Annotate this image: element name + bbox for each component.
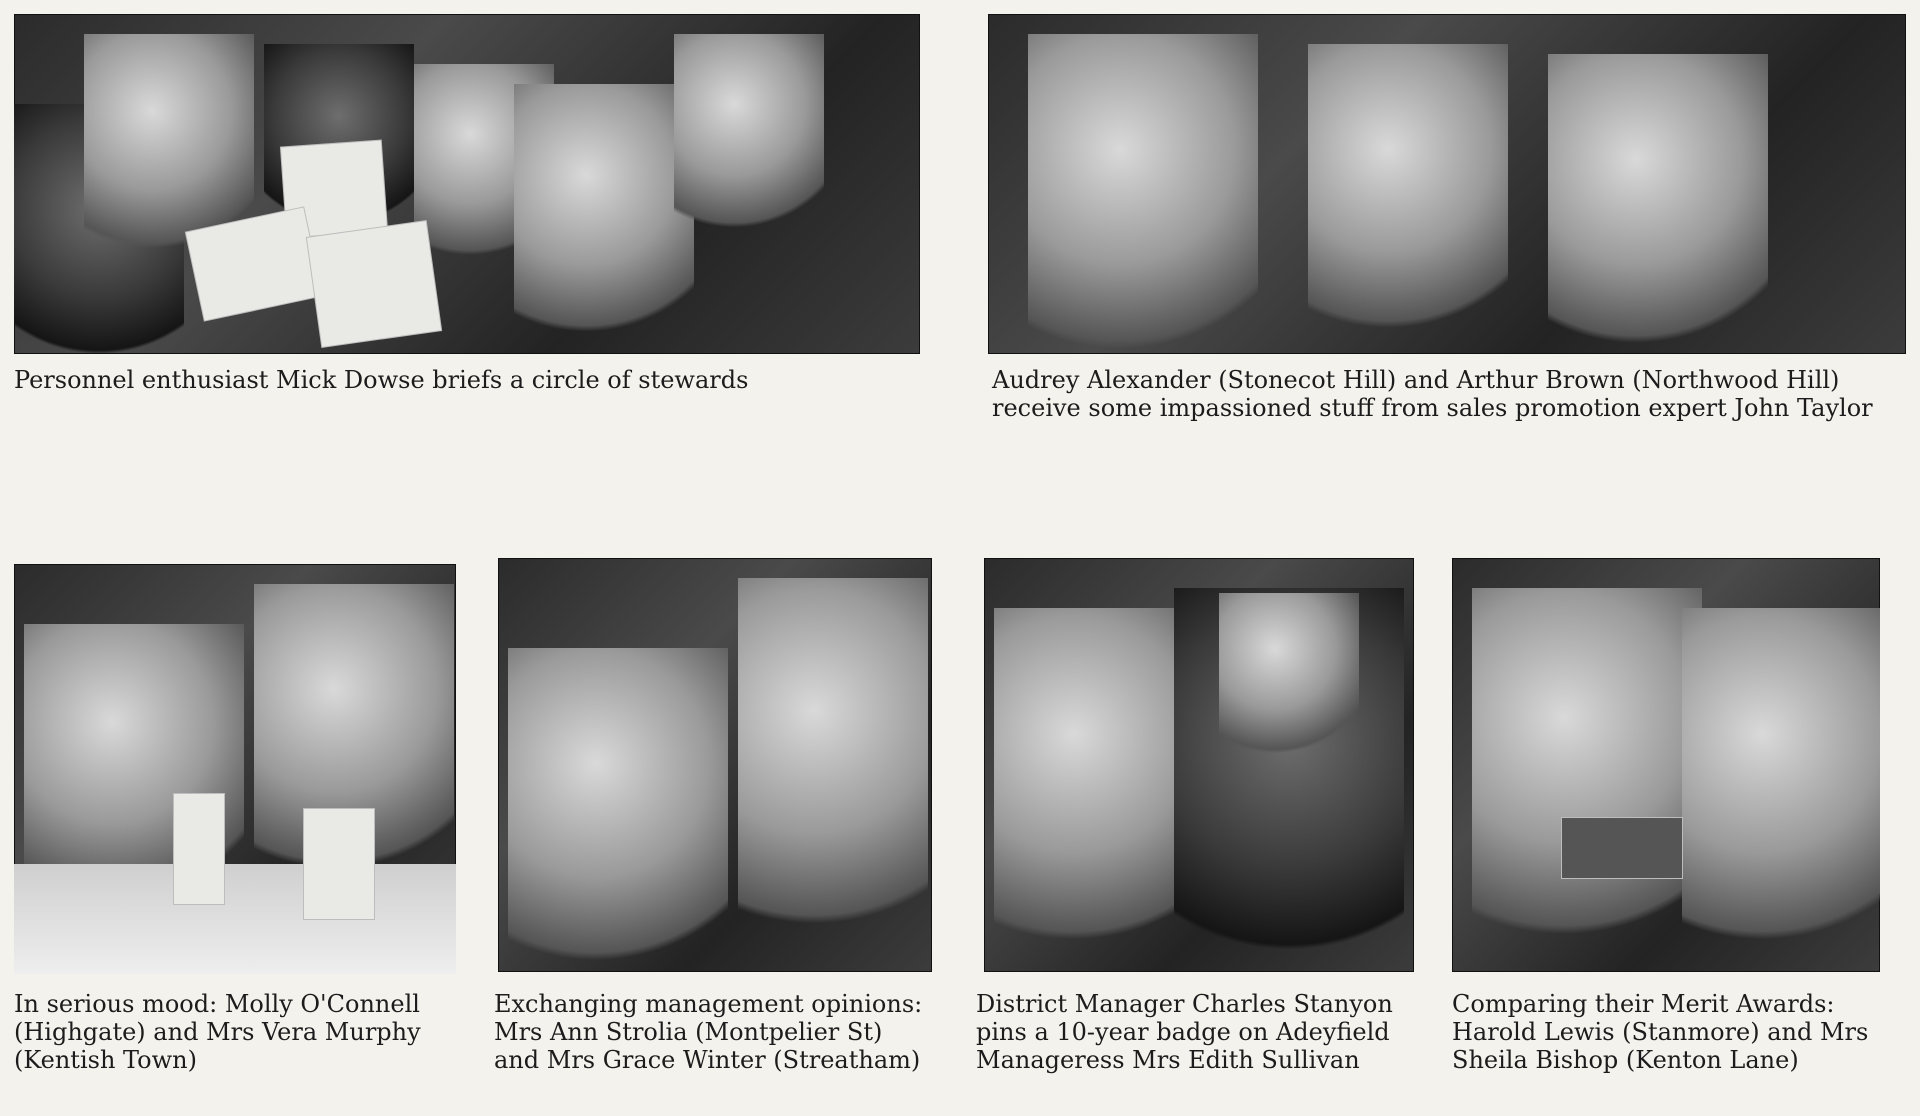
photo-figure bbox=[1548, 54, 1768, 354]
photo-badge-presentation bbox=[984, 558, 1414, 972]
photo-award-box bbox=[1562, 818, 1682, 878]
photo-merit-awards bbox=[1452, 558, 1880, 972]
photo-figure bbox=[514, 84, 694, 344]
photo-paper bbox=[307, 221, 441, 347]
photo-molly-and-vera bbox=[14, 564, 456, 974]
photo-figure bbox=[84, 34, 254, 254]
caption-photo-2-block bbox=[992, 366, 1910, 422]
caption-photo-5: District Manager Charles Stanyon pins a 10-year badge on Adeyfield Manageress Mrs Edith Sullivan bbox=[976, 990, 1393, 1074]
caption-photo-6: Comparing their Merit Awards: Harold Lewis (Stanmore) and Mrs Sheila Bishop (Kenton Lane) bbox=[1452, 990, 1869, 1074]
photo-ann-and-grace bbox=[498, 558, 932, 972]
photo-table bbox=[14, 864, 456, 974]
caption-photo-4: Exchanging management opinions: Mrs Ann Strolia (Montpelier St) and Mrs Grace Winter (Streatham) bbox=[494, 990, 923, 1074]
photo-stewards-briefing bbox=[14, 14, 920, 354]
photo-figure bbox=[508, 648, 728, 972]
photo-figure bbox=[674, 34, 824, 234]
photo-figure bbox=[738, 578, 928, 958]
photo-figure bbox=[1219, 593, 1359, 753]
caption-photo-1: Personnel enthusiast Mick Dowse briefs a circle of stewards bbox=[14, 366, 749, 394]
photo-figure bbox=[1682, 608, 1880, 968]
caption-photo-3: In serious mood: Molly O'Connell (Highgate) and Mrs Vera Murphy (Kentish Town) bbox=[14, 990, 421, 1074]
photo-sales-promotion-conversation bbox=[988, 14, 1906, 354]
photo-figure bbox=[1028, 34, 1258, 354]
photo-figure bbox=[1308, 44, 1508, 344]
caption-photo-2-text: Audrey Alexander (Stonecot Hill) and Arthur Brown (Northwood Hill) receive some impassioned stuff from sales promotion expert John Taylor bbox=[992, 366, 1873, 422]
photo-figure bbox=[994, 608, 1194, 968]
photo-menu-card bbox=[304, 809, 374, 919]
photo-menu-card bbox=[174, 794, 224, 904]
photo-figure bbox=[1472, 588, 1702, 958]
